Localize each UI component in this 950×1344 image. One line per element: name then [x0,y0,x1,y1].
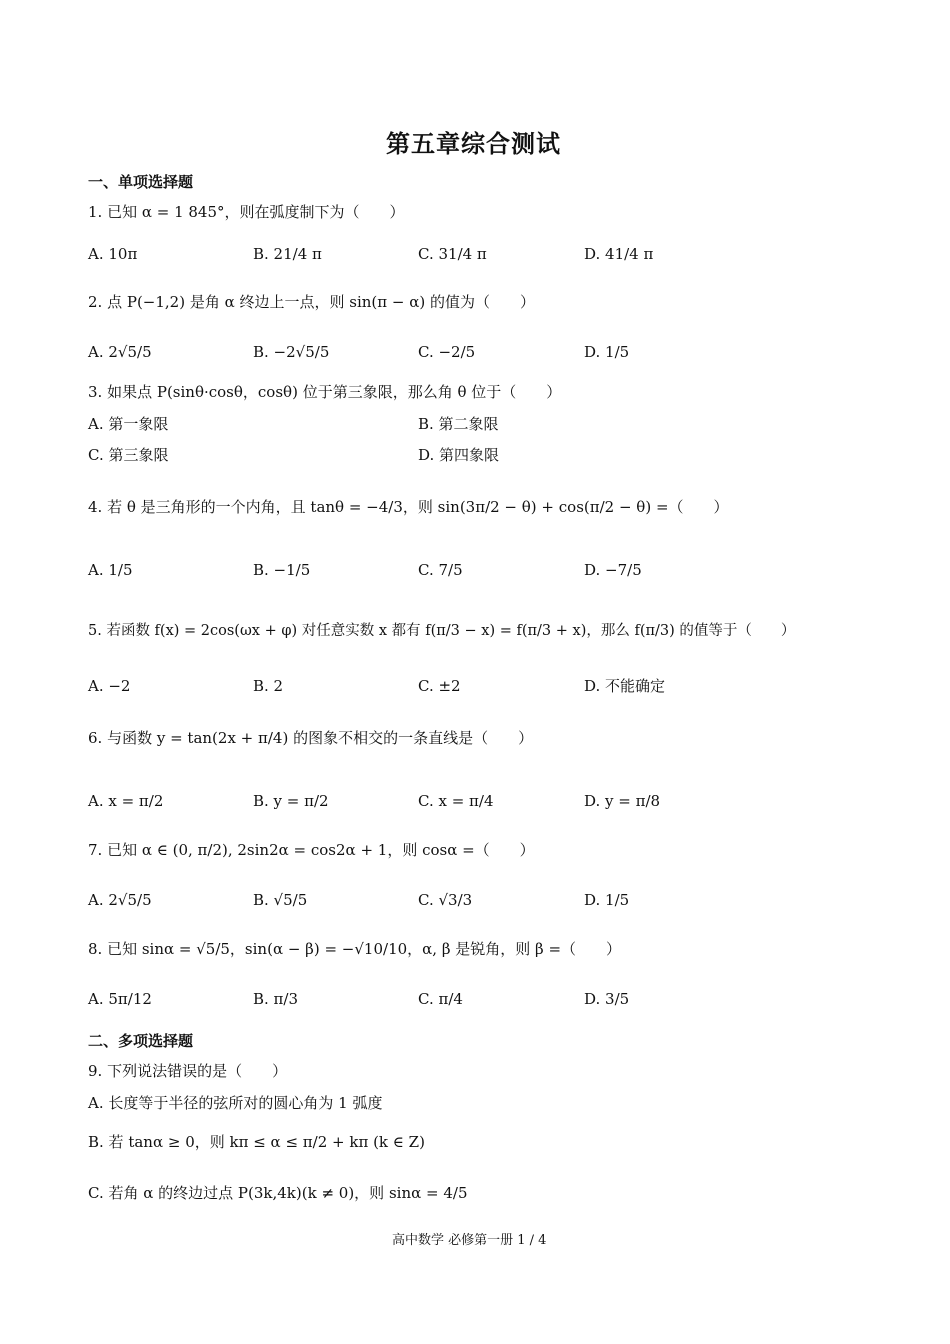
q7-option-a: A. 2√5/5 [88,891,152,909]
q5-option-c: C. ±2 [418,677,461,695]
q4-option-c: C. 7/5 [418,561,463,579]
q8-option-a: A. 5π/12 [88,990,152,1008]
q1-option-c: C. 31/4 π [418,245,487,263]
q6-option-b: B. y = π/2 [253,792,329,810]
q3-option-d: D. 第四象限 [418,446,500,464]
q1-option-a: A. 10π [88,245,138,263]
question-2: 2. 点 P(−1,2) 是角 α 终边上一点，则 sin(π − α) 的值为（ ） [88,293,535,311]
q9-option-b: B. 若 tanα ≥ 0，则 kπ ≤ α ≤ π/2 + kπ (k ∈ Z) [88,1133,425,1151]
q8-option-b: B. π/3 [253,990,299,1008]
q2-option-a: A. 2√5/5 [88,343,152,361]
q4-option-b: B. −1/5 [253,561,311,579]
question-8: 8. 已知 sinα = √5/5，sin(α − β) = −√10/10，α, β 是锐角，则 β =（ ） [88,940,622,958]
q5-option-a: A. −2 [88,677,131,695]
q5-option-b: B. 2 [253,677,284,695]
q2-option-b: B. −2√5/5 [253,343,330,361]
q4-option-a: A. 1/5 [88,561,133,579]
q6-option-d: D. y = π/8 [584,792,661,810]
q7-option-b: B. √5/5 [253,891,308,909]
q1-option-b: B. 21/4 π [253,245,322,263]
page-footer: 高中数学 必修第一册 1 / 4 [392,1233,547,1248]
q7-option-d: D. 1/5 [584,891,630,909]
q1-option-d: D. 41/4 π [584,245,654,263]
section-heading-multiple-choice: 二、多项选择题 [88,1032,194,1050]
q3-option-c: C. 第三象限 [88,446,169,464]
q6-option-c: C. x = π/4 [418,792,494,810]
question-5: 5. 若函数 f(x) = 2cos(ωx + φ) 对任意实数 x 都有 f(π/3 − x) = f(π/3 + x)，那么 f(π/3) 的值等于（ ） [88,623,796,639]
q5-option-d: D. 不能确定 [584,677,666,695]
q7-option-c: C. √3/3 [418,891,473,909]
question-7: 7. 已知 α ∈ (0, π/2), 2sin2α = cos2α + 1，则 cosα =（ ） [88,841,535,859]
q8-option-d: D. 3/5 [584,990,630,1008]
q9-option-a: A. 长度等于半径的弦所对的圆心角为 1 弧度 [88,1094,383,1112]
q8-option-c: C. π/4 [418,990,463,1008]
page-title: 第五章综合测试 [386,129,561,158]
section-heading-single-choice: 一、单项选择题 [88,173,194,191]
q4-option-d: D. −7/5 [584,561,642,579]
q3-option-a: A. 第一象限 [88,415,169,433]
q6-option-a: A. x = π/2 [88,792,164,810]
q9-option-c: C. 若角 α 的终边过点 P(3k,4k)(k ≠ 0)，则 sinα = 4/5 [88,1184,468,1202]
q2-option-d: D. 1/5 [584,343,630,361]
question-1: 1. 已知 α = 1 845°，则在弧度制下为（ ） [88,203,405,221]
question-9: 9. 下列说法错误的是（ ） [88,1062,288,1080]
question-3: 3. 如果点 P(sinθ·cosθ，cosθ) 位于第三象限，那么角 θ 位于（ ） [88,383,562,401]
question-6: 6. 与函数 y = tan(2x + π/4) 的图象不相交的一条直线是（ ） [88,729,534,747]
q3-option-b: B. 第二象限 [418,415,499,433]
question-4: 4. 若 θ 是三角形的一个内角，且 tanθ = −4/3，则 sin(3π/2 − θ) + cos(π/2 − θ) =（ ） [88,498,729,516]
q2-option-c: C. −2/5 [418,343,476,361]
